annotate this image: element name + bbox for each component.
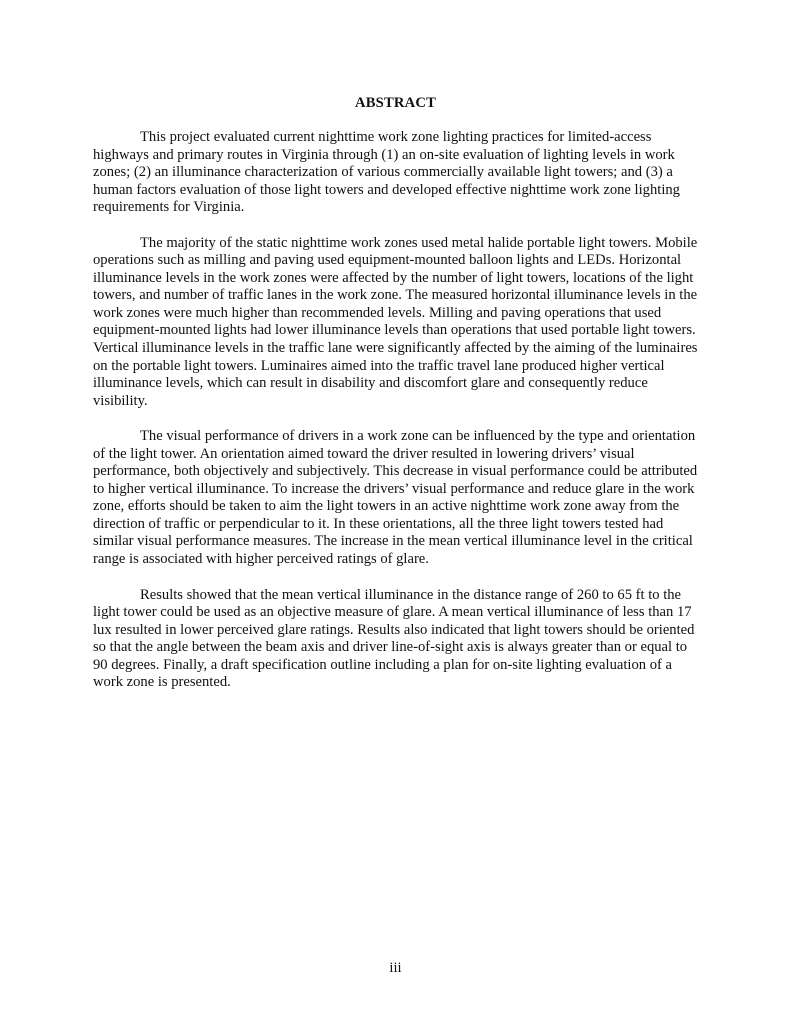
abstract-heading: ABSTRACT <box>354 95 437 111</box>
page-number: iii <box>389 960 402 976</box>
abstract-body <box>93 129 700 710</box>
paragraph-1: This project evaluated current nighttime work zone lighting practices for limited-access highways and primary routes in Virginia through (1) an on-site evaluation of lighting levels in work zones; (2) an illuminance characterization of various commercially available light towers; and (3) a human factors evaluation of those light towers and developed effective nighttime work zone lighting requirements for Virginia. <box>93 129 680 216</box>
paragraph-4: Results showed that the mean vertical illuminance in the distance range of 260 to 65 ft to the light tower could be used as an objective measure of glare. A mean vertical illuminance of less than 17 lux resulted in lower perceived glare ratings. Results also indicated that light towers should be oriented so that the angle between the beam axis and driver line-of-sight axis is always greater than or equal to 90 degrees. Finally, a draft specification outline including a plan for on-site lighting evaluation of a work zone is presented. <box>93 586 695 691</box>
paragraph-2: The majority of the static nighttime work zones used metal halide portable light towers. Mobile operations such as milling and paving used equipment-mounted balloon lights and LEDs. Horizontal illuminance levels in the work zones were affected by the number of light towers, locations of the light towers, and number of traffic lanes in the work zone. The measured horizontal illuminance levels in the work zones were much higher than recommended levels. Milling and paving operations that used equipment-mounted lights had lower illuminance levels than operations that used portable light towers. Vertical illuminance levels in the traffic lane were significantly affected by the aiming of the luminaires on the portable light towers. Luminaires aimed into the traffic travel lane produced higher vertical illuminance levels, which can result in disability and discomfort glare and consequently reduce visibility. <box>93 234 698 409</box>
paragraph-3: The visual performance of drivers in a work zone can be influenced by the type and orientation of the light tower. An orientation aimed toward the driver resulted in lowering drivers’ visual performance, both objectively and subjectively. This decrease in visual performance could be attributed to higher vertical illuminance. To increase the drivers’ visual performance and reduce glare in the work zone, efforts should be taken to aim the light towers in an active nighttime work zone away from the direction of traffic or perpendicular to it. In these orientations, all the three light towers tested had similar visual performance measures. The increase in the mean vertical illuminance level in the critical range is associated with higher perceived ratings of glare. <box>93 428 698 568</box>
